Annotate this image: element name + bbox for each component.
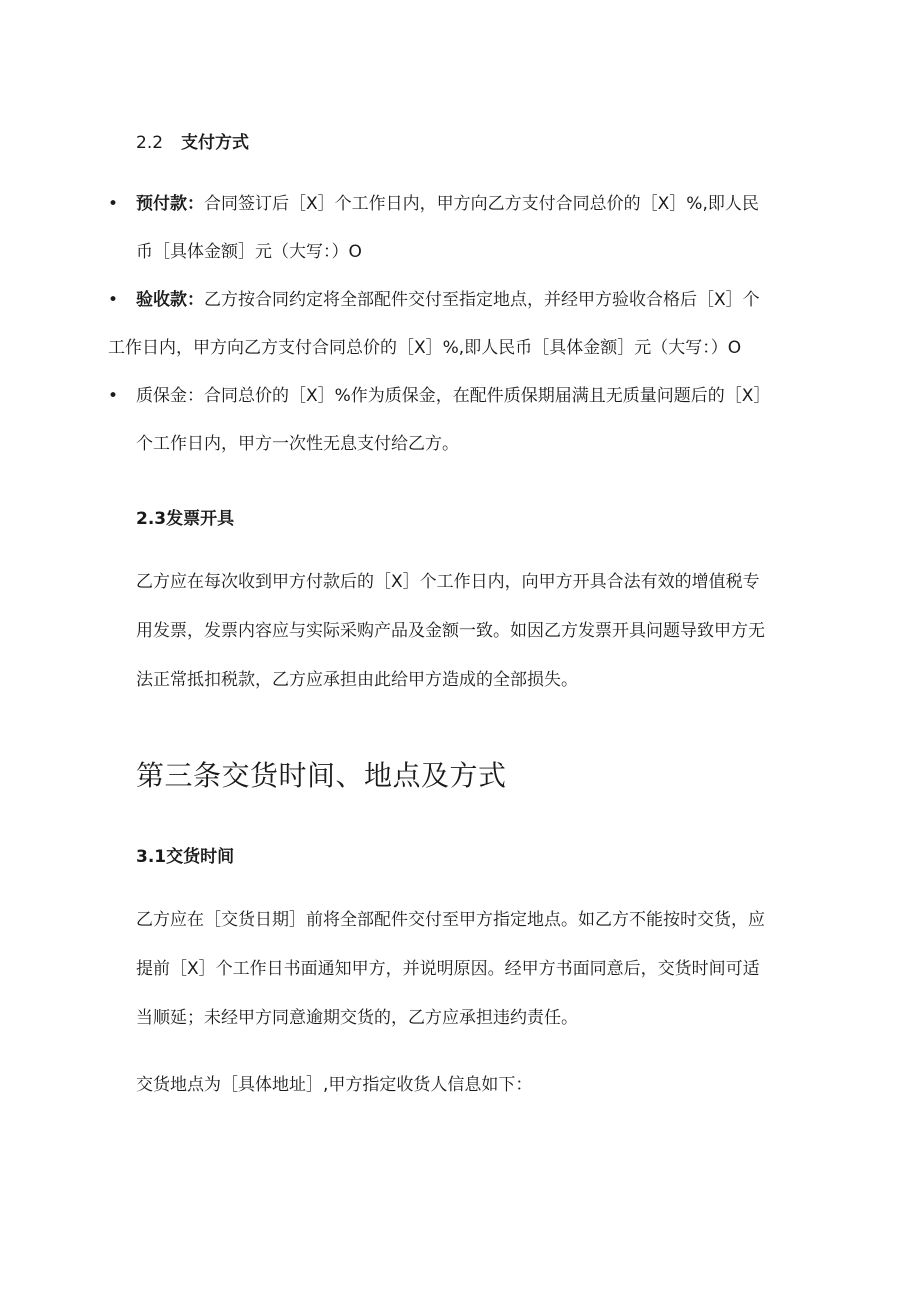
bullet-marker: • bbox=[108, 386, 119, 406]
bullet-label: 预付款： bbox=[136, 194, 204, 214]
bullet-label: 质保金： bbox=[136, 386, 204, 406]
bullet-line-continued: 工作日内，甲方向乙方支付合同总价的［X］%,即人民币［具体金额］元（大写：）O bbox=[108, 338, 742, 358]
bullet-line-continued: 币［具体金额］元（大写：）O bbox=[136, 242, 362, 262]
bullet-line bbox=[136, 290, 760, 310]
paragraph-line: 法正常抵扣税款，乙方应承担由此给甲方造成的全部损失。 bbox=[136, 670, 578, 690]
article-3-heading: 第三条交货时间、地点及方式 bbox=[136, 759, 507, 792]
bullet-line bbox=[136, 194, 759, 214]
section-title: 2.3发票开具 bbox=[136, 509, 235, 529]
paragraph-line: 用发票，发票内容应与实际采购产品及金额一致。如因乙方发票开具问题导致甲方无 bbox=[136, 621, 765, 641]
section-title: 3.1交货时间 bbox=[136, 847, 235, 867]
bullet-text: 乙方按合同约定将全部配件交付至指定地点，并经甲方验收合格后［X］个 bbox=[204, 290, 760, 310]
section-2-2-heading bbox=[136, 128, 249, 153]
section-2-3-heading bbox=[136, 504, 234, 529]
bullet-marker: • bbox=[108, 290, 119, 310]
section-number: 2.2 bbox=[136, 133, 164, 153]
bullet-text: 合同签订后［X］个工作日内，甲方向乙方支付合同总价的［X］%,即人民 bbox=[204, 194, 759, 214]
bullet-line bbox=[136, 386, 770, 406]
bullet-label: 验收款： bbox=[136, 290, 204, 310]
bullet-text: 合同总价的［X］%作为质保金，在配件质保期届满且无质量问题后的［X］ bbox=[204, 386, 771, 406]
paragraph-line: 提前［X］个工作日书面通知甲方，并说明原因。经甲方书面同意后，交货时间可适 bbox=[136, 959, 760, 979]
paragraph-line: 乙方应在［交货日期］前将全部配件交付至甲方指定地点。如乙方不能按时交货，应 bbox=[136, 910, 765, 930]
delivery-place-text: 交货地点为［具体地址］,甲方指定收货人信息如下： bbox=[136, 1075, 533, 1095]
paragraph-line: 当顺延；未经甲方同意逾期交货的，乙方应承担违约责任。 bbox=[136, 1008, 578, 1028]
section-title: 支付方式 bbox=[181, 133, 250, 153]
bullet-line-continued: 个工作日内，甲方一次性无息支付给乙方。 bbox=[136, 434, 459, 454]
bullet-marker: • bbox=[108, 194, 119, 214]
section-3-1-heading bbox=[136, 842, 234, 867]
paragraph-line: 乙方应在每次收到甲方付款后的［X］个工作日内，向甲方开具合法有效的增值税专 bbox=[136, 572, 760, 592]
